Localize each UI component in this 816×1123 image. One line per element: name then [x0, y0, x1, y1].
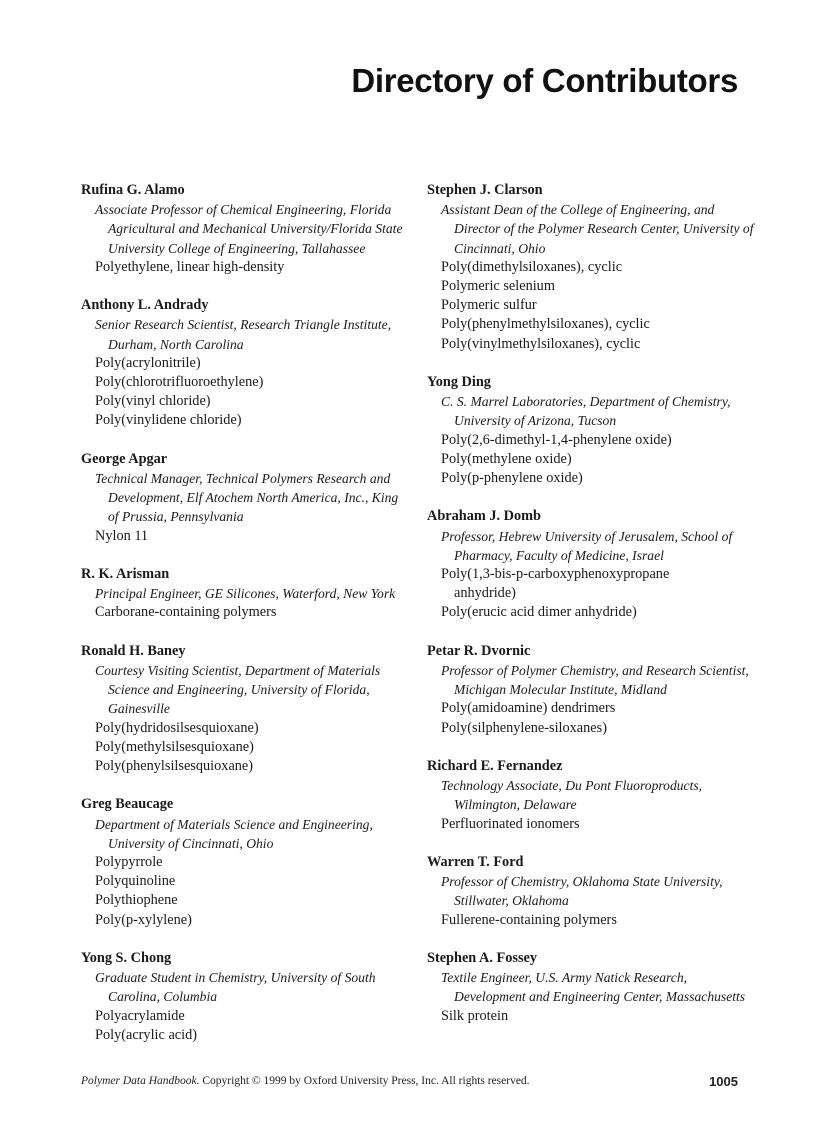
contributor-affiliation: Graduate Student in Chemistry, University of South Carolina, Columbia — [95, 970, 376, 1005]
contributor-name: Stephen J. Clarson — [427, 182, 543, 198]
contributor-affiliation: Courtesy Visiting Scientist, Department of Materials Science and Engineering, University of Florida, Gainesville — [95, 663, 381, 717]
contributor-topic: Poly(methylsilsesquioxane) — [95, 738, 254, 755]
contributor-topic: Poly(chlorotrifluoroethylene) — [95, 374, 264, 391]
contributor-affiliation: Technology Associate, Du Pont Fluoroproducts, Wilmington, Delaware — [441, 778, 703, 813]
contributor-entry — [81, 450, 411, 546]
contributor-affiliation: Principal Engineer, GE Silicones, Waterford, New York — [95, 586, 396, 602]
contributor-name: George Apgar — [81, 450, 168, 467]
contributor-topic: Poly(phenylsilsesquioxane) — [95, 758, 254, 775]
contributor-name: Rufina G. Alamo — [81, 182, 185, 198]
contributor-entry — [81, 949, 411, 1045]
contributor-topic: Poly(methylene oxide) — [441, 450, 572, 467]
contributor-name: Stephen A. Fossey — [427, 950, 538, 967]
contributor-topic: Poly(phenylmethylsiloxanes), cyclic — [441, 316, 650, 333]
contributor-entry — [81, 181, 411, 277]
page-number: 1005 — [709, 1074, 738, 1089]
contributor-topic: Polyethylene, linear high-density — [95, 258, 285, 275]
contributor-entry — [81, 642, 411, 776]
contributor-topic: Polythiophene — [95, 892, 178, 909]
contributor-entry — [81, 565, 411, 623]
contributor-name: Warren T. Ford — [427, 854, 524, 871]
contributor-topic: anhydride) — [454, 585, 516, 602]
contributor-topic: Poly(p-phenylene oxide) — [441, 470, 583, 487]
contributor-name: Richard E. Fernandez — [427, 758, 563, 775]
contributor-entry — [81, 296, 411, 430]
contributor-name: Abraham J. Domb — [427, 508, 541, 525]
contributor-topic: Polyquinoline — [95, 873, 176, 890]
contributor-entry — [427, 507, 757, 622]
contributor-topic: Polymeric selenium — [441, 278, 555, 295]
contributor-name: Anthony L. Andrady — [81, 297, 209, 314]
contributor-name: Yong S. Chong — [81, 950, 172, 967]
contributor-name: Petar R. Dvornic — [427, 642, 531, 659]
contributor-topic: Polyacrylamide — [95, 1007, 185, 1024]
contributor-name: Ronald H. Baney — [81, 642, 186, 659]
contributor-affiliation: Senior Research Scientist, Research Triangle Institute, Durham, North Carolina — [95, 317, 392, 352]
book-title: Polymer Data Handbook. — [81, 1075, 200, 1087]
contributor-entry — [427, 949, 757, 1026]
contributor-name: Yong Ding — [427, 374, 491, 391]
contributor-entry — [427, 853, 757, 930]
contributor-topic: Fullerene-containing polymers — [441, 911, 617, 928]
page-title: Directory of Contributors — [351, 62, 738, 99]
contributor-topic: Carborane-containing polymers — [95, 604, 277, 621]
contributor-entry — [427, 373, 757, 488]
contributor-entry — [427, 181, 757, 354]
contributor-affiliation: Department of Materials Science and Engineering, University of Cincinnati, Ohio — [95, 816, 373, 851]
contributor-affiliation: Associate Professor of Chemical Engineering, Florida Agricultural and Mechanical University/Florida State University College of Engineering, Tallahassee — [95, 202, 403, 256]
copyright-notice: Copyright © 1999 by Oxford University Press, Inc. All rights reserved. — [199, 1075, 530, 1087]
contributor-name: R. K. Arisman — [81, 566, 170, 583]
contributor-affiliation: Technical Manager, Technical Polymers Research and Development, Elf Atochem North America, Inc., King of Prussia, Pennsylvania — [95, 471, 399, 525]
contributor-topic: Poly(p-xylylene) — [95, 911, 192, 928]
contributor-entry — [81, 795, 411, 929]
contributor-topic: Poly(silphenylene-siloxanes) — [441, 719, 607, 736]
contributor-topic: Poly(acrylonitrile) — [95, 354, 201, 371]
left-column — [81, 181, 411, 1064]
page-footer — [81, 1075, 738, 1087]
contributor-entry — [427, 757, 757, 834]
contributor-topic: Poly(acrylic acid) — [95, 1026, 198, 1043]
contributor-topic: Poly(vinylidene chloride) — [95, 412, 242, 429]
contributor-affiliation: Professor of Chemistry, Oklahoma State University, Stillwater, Oklahoma — [441, 874, 723, 909]
contributor-affiliation: C. S. Marrel Laboratories, Department of Chemistry, University of Arizona, Tucson — [441, 394, 731, 429]
contributor-topic: Poly(dimethylsiloxanes), cyclic — [441, 258, 623, 275]
contributor-affiliation: Assistant Dean of the College of Engineering, and Director of the Polymer Research Center, University of Cincinnati, Ohio — [441, 202, 754, 256]
contributor-topic: Poly(hydridosilsesquioxane) — [95, 719, 259, 736]
contributor-topic: Polymeric sulfur — [441, 297, 537, 314]
contributor-topic: Poly(vinyl chloride) — [95, 393, 211, 410]
contributor-topic: Silk protein — [441, 1007, 509, 1024]
right-column — [427, 181, 757, 1045]
contributor-topic: Poly(amidoamine) dendrimers — [441, 700, 616, 717]
contributor-topic: Nylon 11 — [95, 527, 149, 544]
contributor-topic: Poly(vinylmethylsiloxanes), cyclic — [441, 335, 641, 352]
contributor-topic: Poly(2,6-dimethyl-1,4-phenylene oxide) — [441, 431, 672, 448]
contributor-entry — [427, 642, 757, 738]
contributor-affiliation: Professor, Hebrew University of Jerusalem, School of Pharmacy, Faculty of Medicine, Israel — [441, 528, 733, 563]
contributor-topic: Poly(1,3-bis-p-carboxyphenoxypropane — [441, 566, 670, 583]
contributor-affiliation: Textile Engineer, U.S. Army Natick Research, Development and Engineering Center, Massachusetts — [441, 970, 746, 1005]
contributor-topic: Polypyrrole — [95, 854, 163, 871]
contributor-affiliation: Professor of Polymer Chemistry, and Research Scientist, Michigan Molecular Institute, Midland — [441, 663, 749, 698]
contributor-topic: Poly(erucic acid dimer anhydride) — [441, 604, 637, 621]
contributor-topic: Perfluorinated ionomers — [441, 815, 580, 832]
contributor-name: Greg Beaucage — [81, 796, 174, 813]
